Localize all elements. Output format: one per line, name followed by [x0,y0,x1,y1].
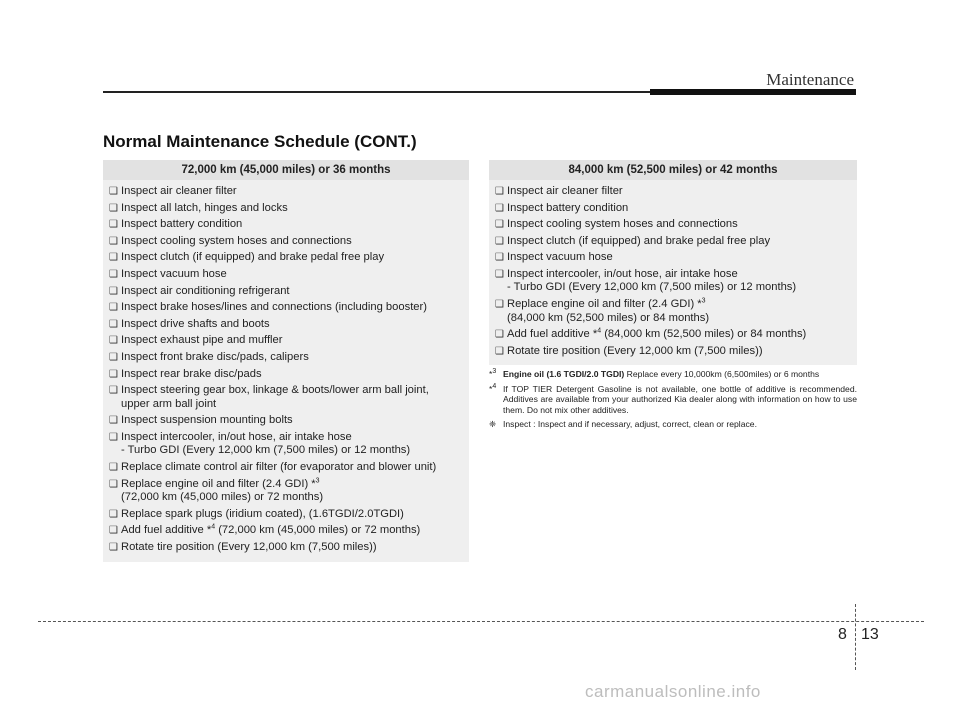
list-item: ❑ Inspect air cleaner filter [495,185,623,197]
checkbox-icon: ❑ [109,478,118,490]
list-item: ❑ Add fuel additive *$^4$ (72,000 km (45,000 miles) or 72 months) [109,523,421,537]
page-divider [855,604,856,670]
list-item: ❑ Inspect all latch, hinges and locks [109,201,288,214]
note-mark-icon: ❈ [489,419,497,430]
checkbox-icon: ❑ [109,335,118,347]
chapter-number: 8 [838,626,847,643]
checkbox-icon: ❑ [109,541,118,553]
checkbox-icon: ❑ [109,525,118,537]
list-item: ❑ Inspect suspension mounting bolts [109,414,293,427]
list-item: ❑ Inspect intercooler, in/out hose, air intake hose - Turbo GDI (Every 12,000 km (7,500 miles) or 12 months) [495,267,797,294]
list-item: ❑ Inspect clutch (if equipped) and brake pedal free play [495,234,771,247]
list-item: ❑ Inspect clutch (if equipped) and brake pedal free play [109,251,385,264]
checkbox-icon: ❑ [495,235,504,247]
page-header-title: Maintenance [766,70,854,89]
list-item: ❑ Inspect air conditioning refrigerant [109,284,290,297]
checkbox-icon: ❑ [109,235,118,247]
checkbox-icon: ❑ [495,186,504,197]
checkbox-icon: ❑ [109,252,118,264]
footnote-engine-oil: *$^3$ Engine oil (1.6 TGDI/2.0 TGDI) Replace every 10,000km (6,500miles) or 6 months [489,368,820,379]
checkbox-icon: ❑ [109,351,118,363]
header-rule [103,91,653,93]
list-item: ❑ Inspect vacuum hose [109,267,227,280]
section-title: Normal Maintenance Schedule (CONT.) [103,132,417,151]
list-item: ❑ Inspect steering gear box, linkage & boots/lower arm ball joint, upper arm ball joint [109,384,429,410]
watermark: carmanualsonline.info [585,682,761,701]
checkbox-icon: ❑ [495,202,504,214]
list-item: ❑ Inspect cooling system hoses and connections [109,234,352,247]
footnote-fuel-additive: *$^4$ If TOP TIER Detergent Gasoline is not available, one bottle of additive is recommended. Additives are available from your authorized Kia dealer along with information on how to use them. Do not mix other additives. [489,382,857,415]
checkbox-icon: ❑ [109,285,118,297]
list-item: ❑ Add fuel additive *$^4$ (84,000 km (52,500 miles) or 84 months) [495,327,807,341]
list-item: ❑ Replace spark plugs (iridium coated), (1.6TGDI/2.0TGDI) [109,507,404,520]
list-item: ❑ Inspect intercooler, in/out hose, air intake hose - Turbo GDI (Every 12,000 km (7,500 miles) or 12 months) [109,430,411,457]
schedule-72000-list [103,180,469,554]
list-item: ❑ Replace engine oil and filter (2.4 GDI) *$^3$ (72,000 km (45,000 miles) or 72 months) [109,476,324,503]
checkbox-icon: ❑ [109,415,118,427]
list-item: ❑ Inspect cooling system hoses and connections [495,218,738,231]
checkbox-icon: ❑ [109,508,118,520]
checkbox-icon: ❑ [495,219,504,231]
list-item: ❑ Inspect rear brake disc/pads [109,367,262,380]
footnote-inspect-definition: ❈ Inspect : Inspect and if necessary, adjust, correct, clean or replace. [489,419,757,430]
list-item: ❑ Replace climate control air filter (for evaporator and blower unit) [109,460,437,473]
checkbox-icon: ❑ [495,299,504,311]
list-item: ❑ Inspect vacuum hose [495,251,613,264]
list-item: ❑ Inspect front brake disc/pads, calipers [109,350,309,363]
checkbox-icon: ❑ [495,252,504,264]
schedule-84000-list [489,180,857,358]
page-number: 13 [861,626,879,643]
list-item: ❑ Replace engine oil and filter (2.4 GDI) *$^3$ (84,000 km (52,500 miles) or 84 months) [495,297,710,324]
checkbox-icon: ❑ [109,461,118,473]
schedule-84000-heading: 84,000 km (52,500 miles) or 42 months [489,160,857,180]
checkbox-icon: ❑ [109,186,118,197]
checkbox-icon: ❑ [109,268,118,280]
list-item: ❑ Inspect air cleaner filter [109,185,237,197]
header-rule-accent [650,89,856,95]
list-item: ❑ Rotate tire position (Every 12,000 km (7,500 miles)) [109,540,377,553]
list-item: ❑ Rotate tire position (Every 12,000 km (7,500 miles)) [495,344,763,357]
list-item: ❑ Inspect battery condition [109,218,243,231]
footnotes [489,369,857,434]
checkbox-icon: ❑ [495,268,504,280]
schedule-72000-heading: 72,000 km (45,000 miles) or 36 months [103,160,469,180]
checkbox-icon: ❑ [109,202,118,214]
checkbox-icon: ❑ [109,431,118,443]
checkbox-icon: ❑ [109,368,118,380]
list-item: ❑ Inspect exhaust pipe and muffler [109,334,283,347]
checkbox-icon: ❑ [109,318,118,330]
footer-rule [38,621,924,622]
checkbox-icon: ❑ [495,329,504,341]
schedule-84000-panel [489,160,857,365]
checkbox-icon: ❑ [109,385,118,397]
schedule-72000-panel [103,160,469,562]
list-item: ❑ Inspect drive shafts and boots [109,317,270,330]
list-item: ❑ Inspect battery condition [495,201,629,214]
checkbox-icon: ❑ [495,345,504,357]
checkbox-icon: ❑ [109,302,118,314]
checkbox-icon: ❑ [109,219,118,231]
list-item: ❑ Inspect brake hoses/lines and connections (including booster) [109,301,427,314]
